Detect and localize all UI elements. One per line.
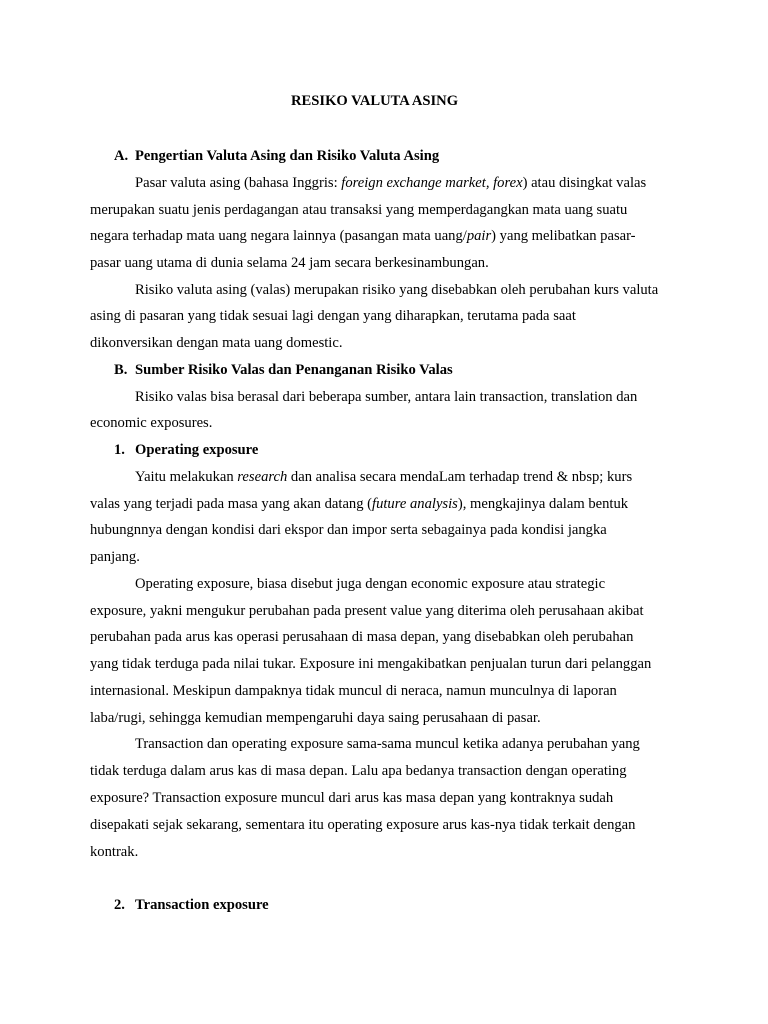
section-a-p2-line3: dikonversikan dengan mata uang domestic. [90,335,343,351]
item-1-p3-line2: tidak terduga dalam arus kas di masa depan. Lalu apa bedanya transaction dengan operating [90,763,627,779]
item-1-p2-line6: laba/rugi, sehingga kemudian mempengaruhi daya saing perusahaan di pasar. [90,710,541,726]
page-title: RESIKO VALUTA ASING [291,93,459,109]
item-1-p2-line1: Operating exposure, biasa disebut juga dengan economic exposure atau strategic [135,576,606,592]
item-1-p3-line4: disepakati sejak sekarang, sementara itu operating exposure arus kas-nya tidak terkait dengan [90,817,636,833]
item-1-p3-line5: kontrak. [90,844,139,860]
section-a-p2-line1: Risiko valuta asing (valas) merupakan risiko yang disebabkan oleh perubahan kurs valuta [135,282,659,298]
item-1-p3-line3: exposure? Transaction exposure muncul dari arus kas masa depan yang kontraknya sudah [90,790,614,806]
item-1-p2-line5: internasional. Meskipun dampaknya tidak muncul di neraca, namun munculnya di laporan [90,683,617,699]
section-a-heading: Pengertian Valuta Asing dan Risiko Valuta Asing [135,148,440,164]
item-1-p3-line1: Transaction dan operating exposure sama-sama muncul ketika adanya perubahan yang [135,736,640,752]
item-1-p1-line1: Yaitu melakukan research dan analisa secara mendaLam terhadap trend & nbsp; kurs [135,469,633,485]
section-a-p2-line2: asing di pasaran yang tidak sesuai lagi dengan yang diharapkan, terutama pada saat [90,308,576,324]
item-1-p2-line2: exposure, yakni mengukur perubahan pada present value yang diterima oleh perusahaan akibat [90,603,644,619]
item-1-marker: 1. [114,442,125,458]
section-a-p1-line2: merupakan suatu jenis perdagangan atau transaksi yang memperdagangkan mata uang suatu [90,202,628,218]
section-b-p1-line1: Risiko valas bisa berasal dari beberapa sumber, antara lain transaction, translation dan [135,389,638,405]
section-b-p1-line2: economic exposures. [90,415,213,431]
item-1-p1-line3: hubungnnya dengan kondisi dari ekspor dan impor serta sebagainya pada kondisi jangka [90,522,607,538]
section-a-p1-line4: pasar uang utama di dunia selama 24 jam secara berkesinambungan. [90,255,489,271]
item-2-marker: 2. [114,897,125,913]
section-a-marker: A. [114,148,129,164]
item-1-p2-line3: perubahan pada arus kas operasi perusahaan di masa depan, yang disebabkan oleh perubahan [90,629,634,645]
item-1-p1-line2: valas yang terjadi pada masa yang akan datang (future analysis), mengkajinya dalam bentuk [90,496,629,512]
section-b-marker: B. [114,362,128,378]
item-1-p2-line4: yang tidak terduga pada nilai tukar. Exposure ini mengakibatkan penjualan turun dari pelanggan [90,656,652,672]
item-2-heading: Transaction exposure [135,897,269,913]
section-b-heading: Sumber Risiko Valas dan Penanganan Risiko Valas [135,362,453,378]
section-a-p1-line1: Pasar valuta asing (bahasa Inggris: foreign exchange market, forex) atau disingkat valas [135,175,647,191]
item-1-heading: Operating exposure [135,442,259,458]
section-a-p1-line3: negara terhadap mata uang negara lainnya (pasangan mata uang/pair) yang melibatkan pasar- [90,228,636,244]
item-1-p1-line4: panjang. [90,549,140,565]
